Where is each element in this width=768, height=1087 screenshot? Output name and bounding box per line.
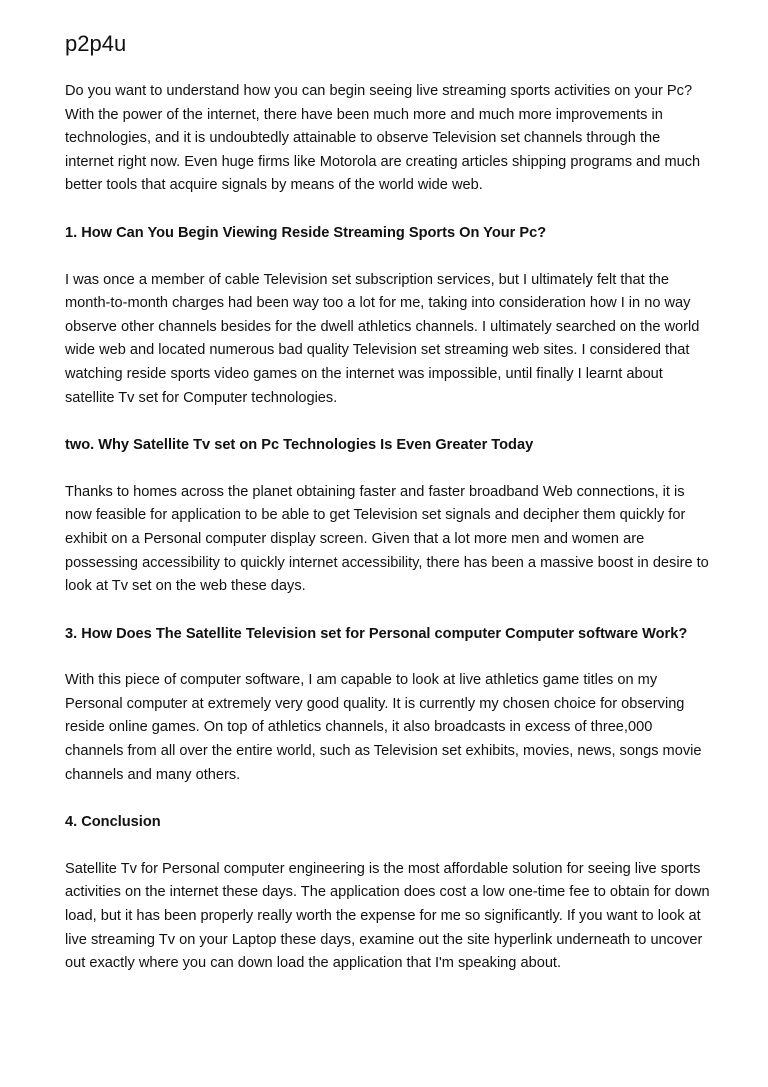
section-2-body: Thanks to homes across the planet obtaining faster and faster broadband Web connections, it is now feasible for application to be able to get Television set signals and decipher them quickly for exhibit on a Personal computer display screen. Given that a lot more men and women are possessing accessibility to quickly internet accessibility, there has been a massive boost in desire to look at Tv set on the web these days. bbox=[65, 483, 709, 595]
section-3-heading: 3. How Does The Satellite Television set for Personal computer Computer software Work? bbox=[65, 625, 688, 642]
section-1-heading: 1. How Can You Begin Viewing Reside Streaming Sports On Your Pc? bbox=[65, 224, 547, 241]
section-3-body: With this piece of computer software, I am capable to look at live athletics game titles on my Personal computer at extremely very good quality. It is currently my chosen choice for observing reside online games. On top of athletics channels, it also broadcasts in excess of three,000 channels from all over the entire world, such as Television set exhibits, movies, news, songs movie channels and many others. bbox=[65, 672, 702, 783]
section-4-body: Satellite Tv for Personal computer engineering is the most affordable solution for seeing live sports activities on the internet these days. The application does cost a low one-time fee to obtain for down load, but it has been properly really worth the expense for me so significantly. If you want to look at live streaming Tv on your Laptop these days, examine out the site hyperlink underneath to uncover out exactly where you can down load the application that I'm speaking about. bbox=[65, 860, 710, 972]
section-2-heading: two. Why Satellite Tv set on Pc Technologies Is Even Greater Today bbox=[65, 437, 534, 454]
document-title: p2p4u bbox=[65, 31, 127, 56]
section-1-body: I was once a member of cable Television set subscription services, but I ultimately felt that the month-to-month charges had been way too a lot for me, taking into consideration how I in no way observe other channels besides for the dwell athletics channels. I ultimately searched on the world wide web and located numerous bad quality Television set streaming web sites. I considered that watching reside sports video games on the internet was impossible, until finally I learnt about satellite Tv set for Computer technologies. bbox=[65, 271, 700, 406]
intro-paragraph: Do you want to understand how you can begin seeing live streaming sports activities on your Pc? With the power of the internet, there have been much more and much more improvements in technologies, and it is undoubtedly attainable to observe Television set channels through the internet right now. Even huge firms like Motorola are creating articles shipping programs and much better tools that acquire signals by means of the world wide web. bbox=[65, 83, 701, 194]
document-page bbox=[65, 30, 710, 1000]
section-4-heading: 4. Conclusion bbox=[65, 814, 161, 831]
